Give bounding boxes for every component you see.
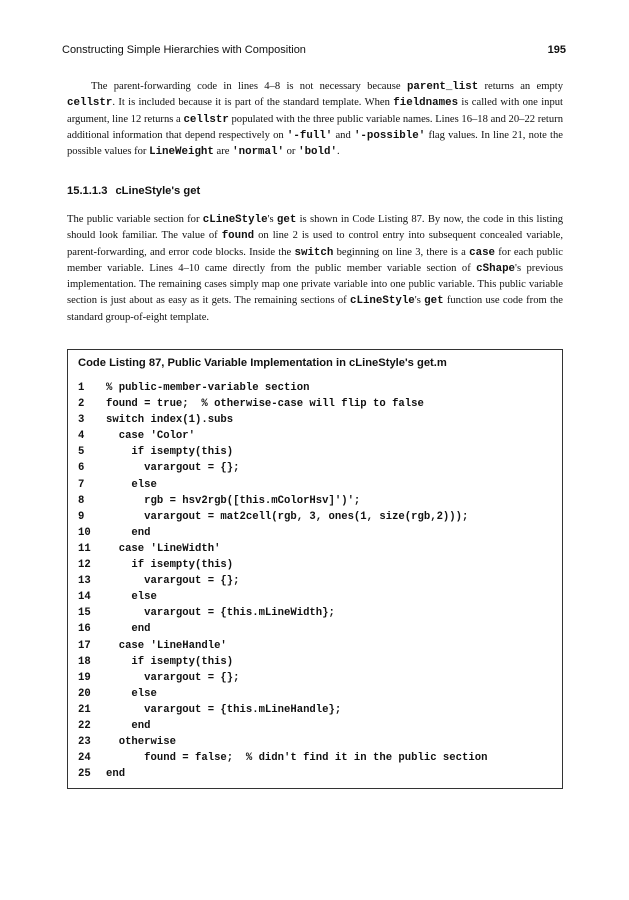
code-line [78, 477, 487, 493]
code-text: end [106, 719, 151, 732]
code-line [78, 428, 487, 444]
inline-code: '-possible' [353, 129, 426, 142]
inline-code: 'bold' [298, 146, 337, 159]
code-text: varargout = {this.mLineHandle}; [106, 703, 342, 716]
text-run: on line 2 is used to control entry into subsequent concealed variable, parent-forwarding, and error code blocks. Inside the [67, 230, 563, 258]
code-text: switch index(1).subs [106, 414, 234, 427]
inline-code: get [424, 295, 444, 308]
code-text: otherwise [106, 736, 176, 749]
text-run: beginning on line 3, there is a [333, 246, 470, 258]
line-number: 7 [78, 478, 85, 491]
line-number: 5 [78, 446, 85, 459]
code-line [78, 460, 487, 476]
code-line [78, 654, 487, 670]
text-run: or [283, 146, 299, 158]
text-run: and [332, 129, 354, 141]
code-line [78, 621, 487, 637]
code-line [78, 493, 487, 509]
code-listing-title: Code Listing 87, Public Variable Implementation in cLineStyle's get.m [78, 357, 447, 369]
code-text: case 'LineWidth' [106, 542, 221, 555]
text-run: 's [267, 214, 277, 225]
text-run: The public variable section for [67, 214, 203, 225]
text-run: are [213, 146, 233, 158]
text-run: returns an empty [478, 81, 563, 92]
code-text: if isempty(this) [106, 655, 234, 668]
running-header-title: Constructing Simple Hierarchies with Composition [62, 44, 306, 56]
inline-code: switch [294, 246, 334, 259]
code-line [78, 525, 487, 541]
code-line [78, 718, 487, 734]
line-number: 19 [78, 671, 91, 684]
code-line [78, 444, 487, 460]
line-number: 2 [78, 398, 85, 411]
line-number: 14 [78, 591, 91, 604]
line-number: 16 [78, 623, 91, 636]
code-line [78, 509, 487, 525]
inline-code: case [469, 246, 496, 259]
code-text: case 'LineHandle' [106, 639, 227, 652]
text-run: 's previous implementation. The remaining cases simply map one private variable into one public variable. This public variable section is just about as easy as it gets. The remaining sections of [67, 262, 563, 307]
code-text: varargout = {}; [106, 575, 240, 588]
code-text: if isempty(this) [106, 446, 234, 459]
code-text: varargout = {this.mLineWidth}; [106, 607, 335, 620]
text-run: populated with the three public variable names. Lines 16–18 and 20–22 return additional information that depend respectively on [67, 113, 563, 141]
code-text: else [106, 478, 157, 491]
section-title: cLineStyle's get [115, 185, 201, 197]
paragraph-1 [67, 79, 563, 160]
line-number: 17 [78, 639, 91, 652]
code-text: varargout = {}; [106, 462, 240, 475]
inline-code: LineWeight [149, 146, 214, 159]
line-number: 1 [78, 382, 85, 394]
code-listing [67, 349, 563, 789]
line-number: 13 [78, 575, 91, 588]
running-header [62, 44, 566, 60]
code-text: end [106, 623, 151, 636]
text-run: 's [414, 295, 425, 307]
text-run: is called with one input argument, line 12 returns a [67, 97, 563, 125]
code-text: rgb = hsv2rgb([this.mColorHsv]')'; [106, 494, 361, 507]
code-line [78, 670, 487, 686]
line-number: 10 [78, 526, 91, 539]
code-line [78, 766, 487, 782]
text-run: for each public member variable. Lines 4–10 came directly from the public member variable section of [67, 246, 564, 274]
code-text: end [106, 768, 126, 781]
code-text: if isempty(this) [106, 559, 234, 572]
code-line [78, 686, 487, 702]
line-number: 25 [78, 768, 91, 781]
inline-code: cLineStyle [202, 214, 268, 226]
line-number: 21 [78, 703, 91, 716]
paragraph-2 [67, 212, 563, 326]
code-line [78, 589, 487, 605]
code-text: else [106, 591, 157, 604]
code-text: varargout = {}; [106, 671, 240, 684]
code-text: found = false; % didn't find it in the public section [106, 752, 488, 765]
code-text: case 'Color' [106, 430, 196, 443]
code-text: % public-member-variable section [106, 382, 310, 394]
line-number: 23 [78, 736, 91, 749]
inline-code: get [276, 214, 297, 226]
code-line [78, 638, 487, 654]
line-number: 6 [78, 462, 85, 475]
line-number: 15 [78, 607, 91, 620]
page-number: 195 [547, 44, 566, 56]
code-line [78, 573, 487, 589]
code-line [78, 412, 487, 428]
line-number: 20 [78, 687, 91, 700]
text-run: function use code from the standard group-of-eight template. [67, 295, 563, 323]
line-number: 12 [78, 559, 91, 572]
code-line [78, 702, 487, 718]
code-line [78, 380, 487, 396]
code-text: found = true; % otherwise-case will flip to false [106, 398, 424, 411]
inline-code: fieldnames [393, 97, 459, 110]
text-run: is shown in Code Listing 87. By now, the code in this listing should look familiar. The value of [67, 214, 563, 242]
code-line [78, 557, 487, 573]
text-run: The parent-forwarding code in lines 4–8 is not necessary because [91, 81, 407, 92]
code-line [78, 541, 487, 557]
line-number: 8 [78, 494, 85, 507]
code-line [78, 734, 487, 750]
inline-code: '-full' [286, 129, 333, 142]
code-text: else [106, 687, 157, 700]
code-line [78, 605, 487, 621]
line-number: 9 [78, 510, 85, 523]
code-text: end [106, 526, 151, 539]
section-number: 15.1.1.3 [67, 185, 108, 197]
code-text: varargout = mat2cell(rgb, 3, ones(1, size(rgb,2))); [106, 510, 469, 523]
text-run: . It is included because it is part of the standard template. When [112, 97, 394, 109]
inline-code: cShape [476, 262, 516, 275]
line-number: 4 [78, 430, 85, 443]
inline-code: cellstr [67, 97, 113, 110]
line-number: 3 [78, 414, 85, 427]
text-run: flag values. In line 21, note the possible values for [67, 129, 563, 158]
inline-code: 'normal' [232, 146, 284, 159]
section-heading [67, 185, 200, 197]
code-lines [78, 380, 487, 782]
inline-code: found [221, 230, 255, 243]
line-number: 22 [78, 719, 91, 732]
inline-code: cellstr [183, 113, 229, 126]
line-number: 24 [78, 752, 91, 765]
code-line [78, 396, 487, 412]
inline-code: cLineStyle [349, 295, 415, 308]
text-run: . [336, 146, 340, 158]
line-number: 18 [78, 655, 91, 668]
code-line [78, 750, 487, 766]
inline-code: parent_list [406, 81, 479, 93]
line-number: 11 [78, 542, 91, 555]
